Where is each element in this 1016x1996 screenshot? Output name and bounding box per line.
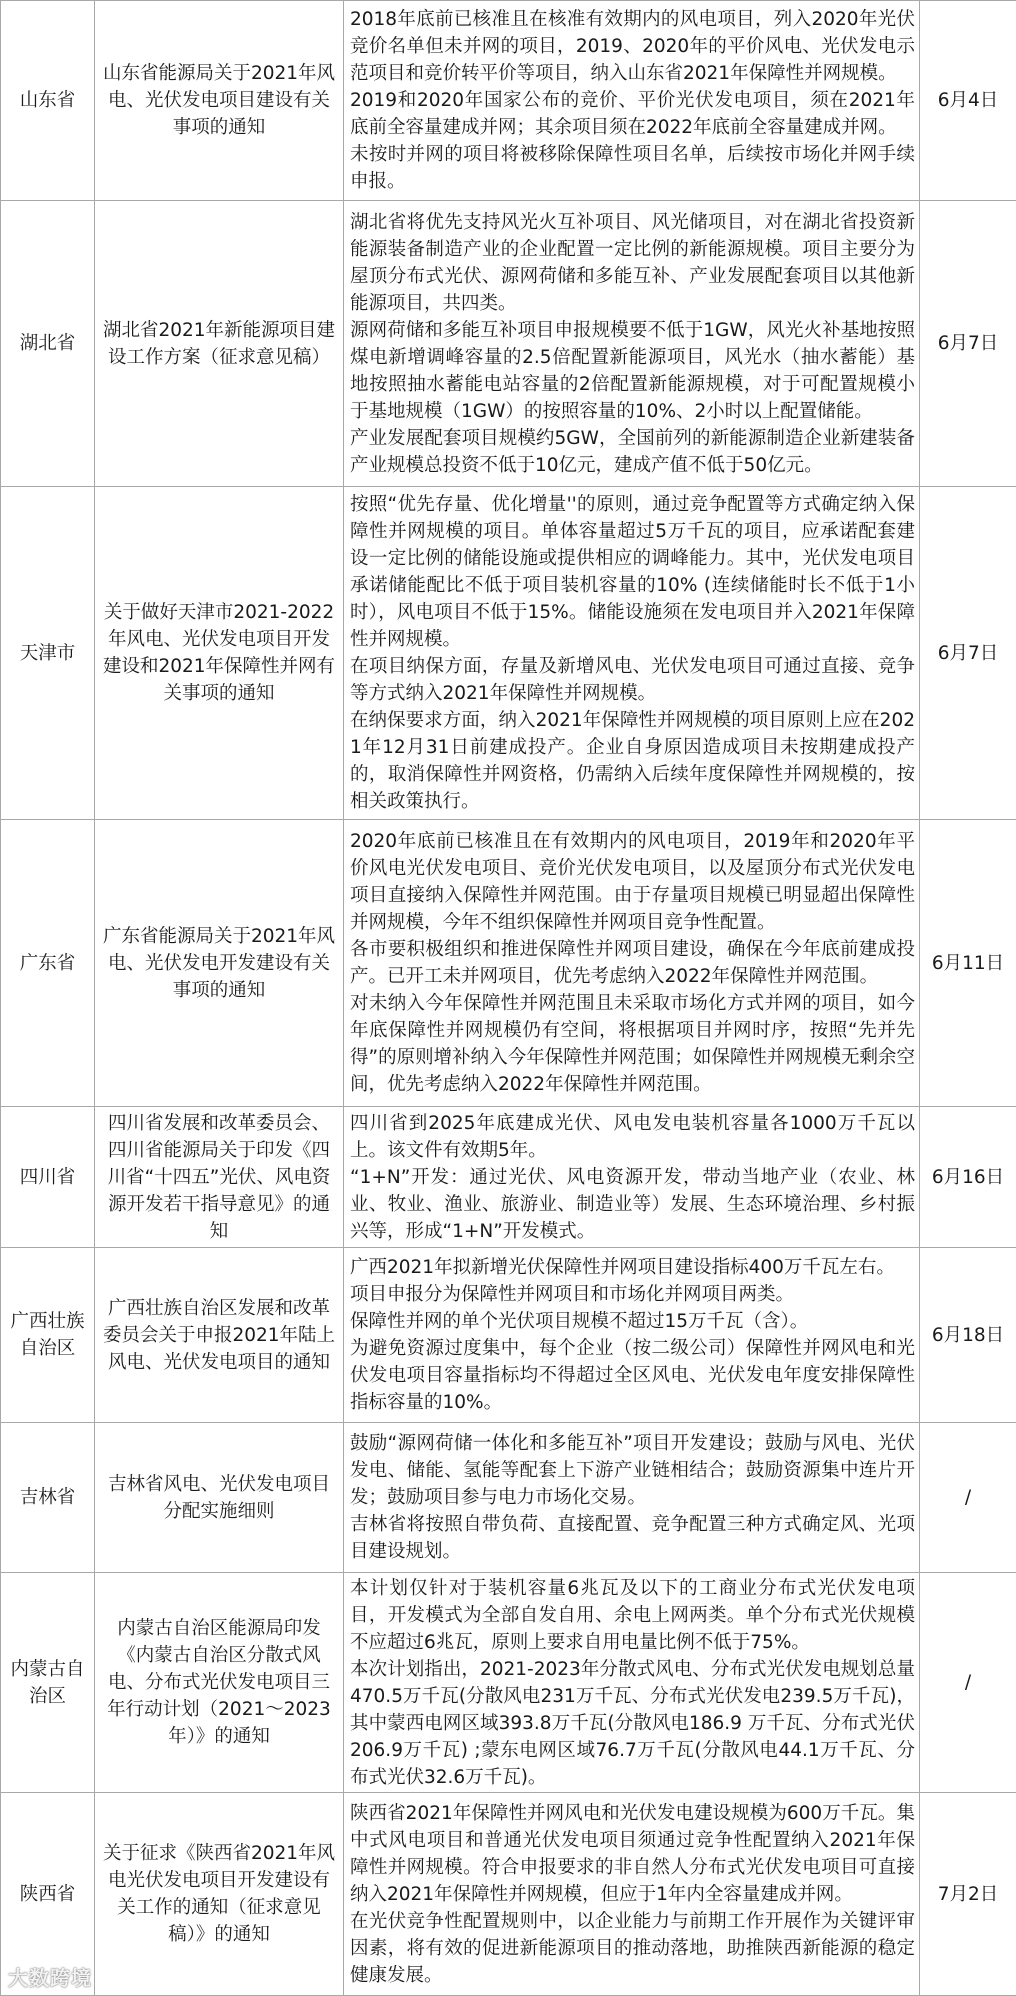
table-row (1, 1107, 1016, 1248)
table-row (1, 487, 1016, 820)
policy-content-cell (344, 1793, 920, 1996)
policy-content-cell (344, 1423, 920, 1573)
policy-content-cell (344, 1, 920, 201)
content-paragraph: 本计划仅针对于装机容量6兆瓦及以下的工商业分布式光伏发电项目，开发模式为全部自发自用、余电上网两类。单个分布式光伏规模不应超过6兆瓦，原则上要求自用电量比例不低于75%。 (350, 1575, 915, 1656)
table-row (1, 1793, 1016, 1996)
document-title-cell: 广东省能源局关于2021年风电、光伏发电开发建设有关事项的通知 (95, 820, 344, 1107)
date-cell: / (920, 1573, 1016, 1793)
content-paragraph: 项目申报分为保障性并网项目和市场化并网项目两类。 (350, 1281, 915, 1308)
policy-content-cell (344, 820, 920, 1107)
document-title-cell: 湖北省2021年新能源项目建设工作方案（征求意见稿） (95, 201, 344, 487)
date-cell: 6月18日 (920, 1248, 1016, 1423)
policy-content-cell (344, 1107, 920, 1248)
document-title-cell: 山东省能源局关于2021年风电、光伏发电项目建设有关事项的通知 (95, 1, 344, 201)
province-cell: 陕西省 (1, 1793, 95, 1996)
province-cell: 湖北省 (1, 201, 95, 487)
document-title-cell: 四川省发展和改革委员会、四川省能源局关于印发《四川省“十四五”光伏、风电资源开发若干指导意见》的通知 (95, 1107, 344, 1248)
province-cell: 四川省 (1, 1107, 95, 1248)
content-paragraph: 源网荷储和多能互补项目申报规模要不低于1GW，风光火补基地按照煤电新增调峰容量的2.5倍配置新能源项目，风光水（抽水蓄能）基地按照抽水蓄能电站容量的2倍配置新能源规模，对于可配置规模小于基地规模（1GW）的按照容量的10%、2小时以上配置储能。 (350, 317, 915, 425)
document-title-cell: 广西壮族自治区发展和改革委员会关于申报2021年陆上风电、光伏发电项目的通知 (95, 1248, 344, 1423)
content-paragraph: 2018年底前已核准且在核准有效期内的风电项目，列入2020年光伏竞价名单但未并网的项目，2019、2020年的平价风电、光伏发电示范项目和竞价转平价等项目，纳入山东省2021年保障性并网规模。 (350, 6, 915, 87)
policy-content-cell (344, 1573, 920, 1793)
table-row (1, 1573, 1016, 1793)
date-cell: / (920, 1423, 1016, 1573)
content-paragraph: 未按时并网的项目将被移除保障性项目名单，后续按市场化并网手续申报。 (350, 141, 915, 195)
date-cell: 6月11日 (920, 820, 1016, 1107)
content-paragraph: 湖北省将优先支持风光火互补项目、风光储项目，对在湖北省投资新能源装备制造产业的企业配置一定比例的新能源规模。项目主要分为屋顶分布式光伏、源网荷储和多能互补、产业发展配套项目以其他新能源项目，共四类。 (350, 209, 915, 317)
policy-content-cell (344, 1248, 920, 1423)
content-paragraph: 在光伏竞争性配置规则中，以企业能力与前期工作开展作为关键评审因素，将有效的促进新能源项目的推动落地，助推陕西新能源的稳定健康发展。 (350, 1908, 915, 1989)
date-cell: 6月16日 (920, 1107, 1016, 1248)
document-title-cell: 关于做好天津市2021-2022年风电、光伏发电项目开发建设和2021年保障性并网有关事项的通知 (95, 487, 344, 820)
table-row (1, 820, 1016, 1107)
table-row (1, 1248, 1016, 1423)
content-paragraph: 2019和2020年国家公布的竞价、平价光伏发电项目，须在2021年底前全容量建成并网；其余项目须在2022年底前全容量建成并网。 (350, 87, 915, 141)
province-cell: 内蒙古自治区 (1, 1573, 95, 1793)
content-paragraph: 四川省到2025年底建成光伏、风电发电装机容量各1000万千瓦以上。该文件有效期5年。 (350, 1110, 915, 1164)
table-row (1, 1, 1016, 201)
content-paragraph: 陕西省2021年保障性并网风电和光伏发电建设规模为600万千瓦。集中式风电项目和普通光伏发电项目须通过竞争性配置纳入2021年保障性并网规模。符合申报要求的非自然人分布式光伏发电项目可直接纳入2021年保障性并网规模，但应于1年内全容量建成并网。 (350, 1800, 915, 1908)
province-cell: 吉林省 (1, 1423, 95, 1573)
content-paragraph: 按照“优先存量、优化增量''的原则，通过竞争配置等方式确定纳入保障性并网规模的项目。单体容量超过5万千瓦的项目，应承诺配套建设一定比例的储能设施或提供相应的调峰能力。其中，光伏发电项目承诺储能配比不低于项目装机容量的10% (连续储能时长不低于1小时），风电项目不低于15%。储能设施须在发电项目并入2021年保障性并网规模。 (350, 491, 915, 653)
province-cell: 广东省 (1, 820, 95, 1107)
content-paragraph: 鼓励“源网荷储一体化和多能互补”项目开发建设；鼓励与风电、光伏发电、储能、氢能等配套上下游产业链相结合；鼓励资源集中连片开发；鼓励项目参与电力市场化交易。 (350, 1430, 915, 1511)
date-cell: 6月7日 (920, 487, 1016, 820)
content-paragraph: 本次计划指出，2021-2023年分散式风电、分布式光伏发电规划总量470.5万千瓦(分散风电231万千瓦、分布式光伏发电239.5万千瓦)，其中蒙西电网区域393.8万千瓦(分散风电186.9 万千瓦、分布式光伏206.9万千瓦) ;蒙东电网区域76.7万千瓦(分散风电44.1万千瓦、分布式光伏32.6万千瓦)。 (350, 1656, 915, 1791)
table-row (1, 201, 1016, 487)
watermark-logo: 大数跨境 (8, 1962, 92, 1991)
date-cell: 6月4日 (920, 1, 1016, 201)
content-paragraph: 对未纳入今年保障性并网范围且未采取市场化方式并网的项目，如今年底保障性并网规模仍有空间，将根据项目并网时序，按照“先并先得”的原则增补纳入今年保障性并网范围；如保障性并网规模无剩余空间，优先考虑纳入2022年保障性并网范围。 (350, 990, 915, 1098)
content-paragraph: 在项目纳保方面，存量及新增风电、光伏发电项目可通过直接、竞争等方式纳入2021年保障性并网规模。 (350, 653, 915, 707)
policy-content-cell (344, 487, 920, 820)
table-row (1, 1423, 1016, 1573)
province-cell: 广西壮族自治区 (1, 1248, 95, 1423)
content-paragraph: 在纳保要求方面，纳入2021年保障性并网规模的项目原则上应在2021年12月31日前建成投产。企业自身原因造成项目未按期建成投产的，取消保障性并网资格，仍需纳入后续年度保障性并网规模的，按相关政策执行。 (350, 707, 915, 815)
content-paragraph: 为避免资源过度集中，每个企业（按二级公司）保障性并网风电和光伏发电项目容量指标均不得超过全区风电、光伏发电年度安排保障性指标容量的10%。 (350, 1335, 915, 1416)
policy-content-cell (344, 201, 920, 487)
content-paragraph: “1+N”开发：通过光伏、风电资源开发，带动当地产业（农业、林业、牧业、渔业、旅游业、制造业等）发展、生态环境治理、乡村振兴等，形成“1+N”开发模式。 (350, 1164, 915, 1245)
content-paragraph: 广西2021年拟新增光伏保障性并网项目建设指标400万千瓦左右。 (350, 1254, 915, 1281)
content-paragraph: 保障性并网的单个光伏项目规模不超过15万千瓦（含）。 (350, 1308, 915, 1335)
date-cell: 7月2日 (920, 1793, 1016, 1996)
document-title-cell: 关于征求《陕西省2021年风电光伏发电项目开发建设有关工作的通知（征求意见稿）》的通知 (95, 1793, 344, 1996)
content-paragraph: 各市要积极组织和推进保障性并网项目建设，确保在今年底前建成投产。已开工未并网项目，优先考虑纳入2022年保障性并网范围。 (350, 936, 915, 990)
province-cell: 天津市 (1, 487, 95, 820)
date-cell: 6月7日 (920, 201, 1016, 487)
document-title-cell: 吉林省风电、光伏发电项目分配实施细则 (95, 1423, 344, 1573)
document-title-cell: 内蒙古自治区能源局印发《内蒙古自治区分散式风电、分布式光伏发电项目三年行动计划（2021～2023年）》的通知 (95, 1573, 344, 1793)
content-paragraph: 产业发展配套项目规模约5GW，全国前列的新能源制造企业新建装备产业规模总投资不低于10亿元，建成产值不低于50亿元。 (350, 425, 915, 479)
province-cell: 山东省 (1, 1, 95, 201)
content-paragraph: 吉林省将按照自带负荷、直接配置、竞争配置三种方式确定风、光项目建设规划。 (350, 1511, 915, 1565)
content-paragraph: 2020年底前已核准且在有效期内的风电项目，2019年和2020年平价风电光伏发电项目、竞价光伏发电项目，以及屋顶分布式光伏发电项目直接纳入保障性并网范围。由于存量项目规模已明显超出保障性并网规模，今年不组织保障性并网项目竞争性配置。 (350, 828, 915, 936)
